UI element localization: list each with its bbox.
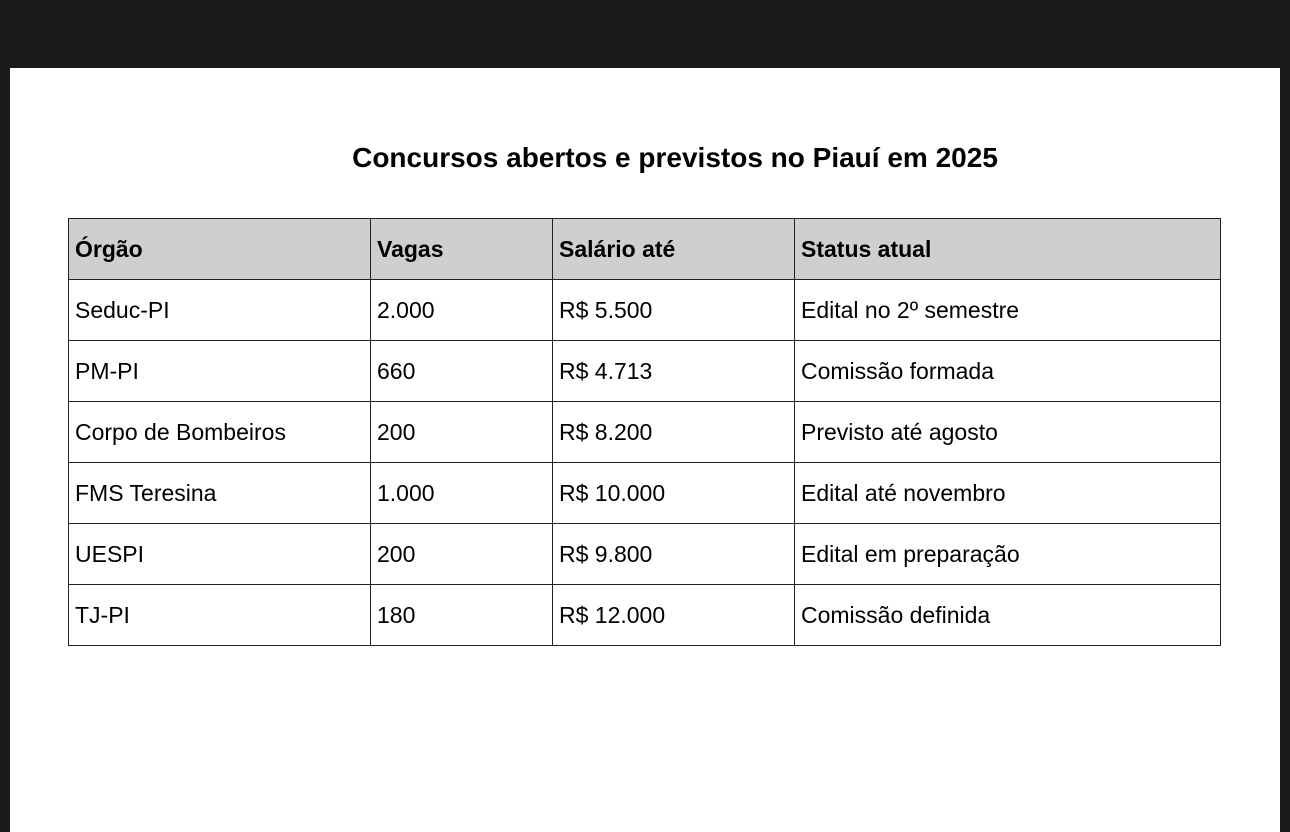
cell-vagas: 660 — [371, 341, 553, 402]
table-container — [68, 218, 1221, 646]
cell-vagas: 2.000 — [371, 280, 553, 341]
table-row — [69, 524, 1221, 585]
table-row — [69, 463, 1221, 524]
cell-status: Previsto até agosto — [795, 402, 1221, 463]
header-salario: Salário até — [553, 219, 795, 280]
cell-salario: R$ 9.800 — [553, 524, 795, 585]
table-row — [69, 341, 1221, 402]
header-status: Status atual — [795, 219, 1221, 280]
cell-vagas: 1.000 — [371, 463, 553, 524]
cell-salario: R$ 12.000 — [553, 585, 795, 646]
header-vagas: Vagas — [371, 219, 553, 280]
table-row — [69, 585, 1221, 646]
cell-salario: R$ 5.500 — [553, 280, 795, 341]
cell-status: Comissão definida — [795, 585, 1221, 646]
concursos-table — [68, 218, 1221, 646]
cell-vagas: 200 — [371, 524, 553, 585]
header-orgao: Órgão — [69, 219, 371, 280]
cell-vagas: 180 — [371, 585, 553, 646]
cell-orgao: Corpo de Bombeiros — [69, 402, 371, 463]
cell-salario: R$ 8.200 — [553, 402, 795, 463]
cell-status: Edital no 2º semestre — [795, 280, 1221, 341]
cell-salario: R$ 4.713 — [553, 341, 795, 402]
document-title: Concursos abertos e previstos no Piauí em 2025 — [352, 142, 998, 173]
table-row — [69, 402, 1221, 463]
cell-vagas: 200 — [371, 402, 553, 463]
cell-orgao: UESPI — [69, 524, 371, 585]
cell-orgao: Seduc-PI — [69, 280, 371, 341]
cell-status: Edital até novembro — [795, 463, 1221, 524]
table-row — [69, 280, 1221, 341]
cell-salario: R$ 10.000 — [553, 463, 795, 524]
cell-orgao: PM-PI — [69, 341, 371, 402]
cell-status: Comissão formada — [795, 341, 1221, 402]
table-header-row — [69, 219, 1221, 280]
cell-orgao: FMS Teresina — [69, 463, 371, 524]
cell-orgao: TJ-PI — [69, 585, 371, 646]
cell-status: Edital em preparação — [795, 524, 1221, 585]
